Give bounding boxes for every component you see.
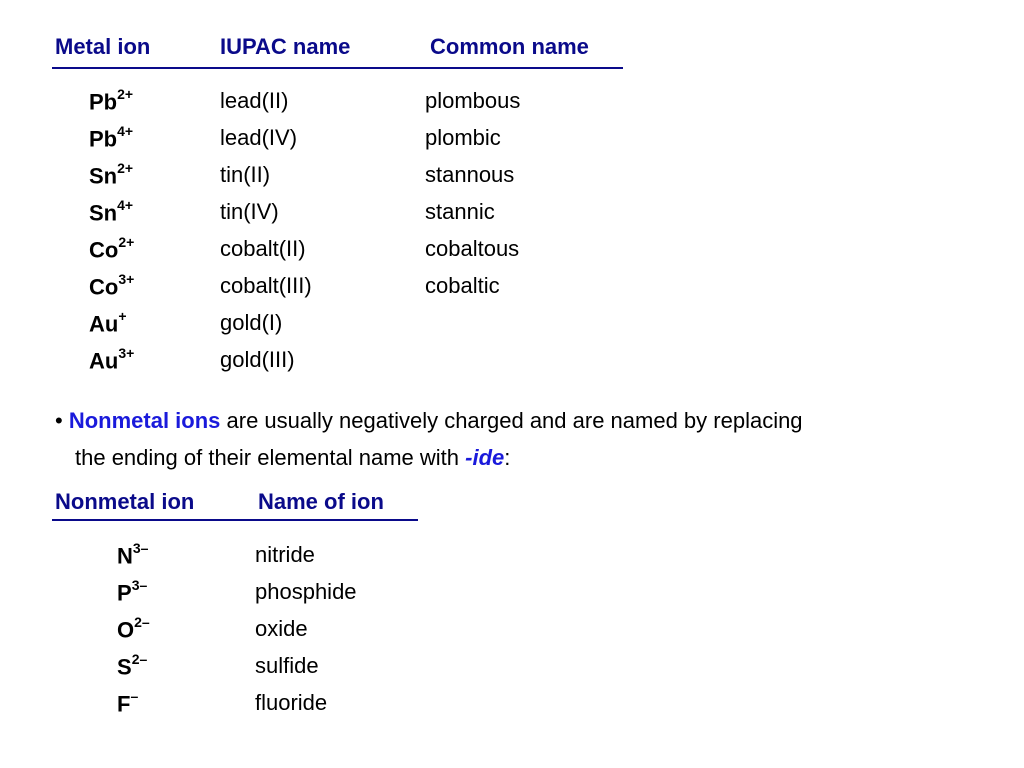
nonmetal-ion-symbol: $N^{3-}$ (117, 540, 149, 569)
metal-ion-iupac-name: lead(II) (220, 88, 289, 113)
nonmetal-table-header-rule (52, 519, 418, 521)
ide-suffix: -ide (465, 445, 505, 470)
metal-ion-iupac-name: gold(III) (220, 347, 295, 372)
metal-ion-iupac-name: tin(II) (220, 162, 271, 187)
nonmetal-ion-name: nitride (255, 542, 315, 567)
metal-ion-iupac-name: cobalt(II) (220, 236, 306, 261)
nonmetal-ion-symbol: F– (117, 688, 139, 717)
metal-ion-symbol: $Sn^{2+}$ (89, 160, 134, 189)
metal-ion-symbol: $Au^{3+}$ (89, 345, 135, 374)
nonmetal-ion-symbol: $O^{2-}$ (117, 614, 150, 643)
nonmetal-table-header-nonmetal-ion: Nonmetal ion (55, 489, 195, 514)
metal-ion-common-name: plombous (425, 88, 521, 113)
metal-ion-symbol: $Co^{2+}$ (89, 234, 135, 263)
metal-table-header-rule (52, 67, 623, 69)
metal-ion-common-name: stannic (425, 199, 495, 224)
metal-ion-iupac-name: tin(IV) (220, 199, 279, 224)
metal-ion-symbol: Au+ (89, 308, 127, 337)
nonmetal-bullet-line-1 (55, 408, 803, 434)
nonmetal-ion-name: fluoride (255, 690, 328, 715)
metal-ion-common-name: stannous (425, 162, 515, 187)
metal-table-header-metal-ion: Metal ion (55, 34, 151, 59)
metal-ion-symbol: $Co^{3+}$ (89, 271, 135, 300)
nonmetal-ion-name: phosphide (255, 579, 357, 604)
metal-ion-symbol: $Pb^{4+}$ (89, 123, 134, 152)
nonmetal-ion-name: sulfide (255, 653, 319, 678)
metal-ion-iupac-name: gold(I) (220, 310, 283, 335)
metal-ion-iupac-name: lead(IV) (220, 125, 298, 150)
bullet-marker: • (55, 408, 63, 433)
nonmetal-bullet-line-2 (75, 445, 510, 471)
nonmetal-ion-symbol: $P^{3-}$ (117, 577, 148, 606)
metal-ion-common-name: cobaltous (425, 236, 520, 261)
metal-ion-symbol: $Pb^{2+}$ (89, 86, 134, 115)
metal-table-header-iupac-name: IUPAC name (220, 34, 351, 59)
metal-ion-common-name: cobaltic (425, 273, 500, 298)
metal-ion-symbol: $Sn^{4+}$ (89, 197, 134, 226)
metal-table-header-common-name: Common name (430, 34, 589, 59)
nonmetal-ions-highlight: Nonmetal ions (68, 408, 221, 433)
nonmetal-ion-symbol: $S^{2-}$ (117, 651, 148, 680)
bullet-text-line-1: are usually negatively charged and are named by replacing (220, 408, 803, 433)
bullet-text-line-2: the ending of their elemental name with (75, 445, 466, 470)
metal-ion-common-name: plombic (425, 125, 501, 150)
bullet-end: : (504, 445, 511, 470)
nonmetal-ion-name: oxide (255, 616, 308, 641)
metal-ion-iupac-name: cobalt(III) (220, 273, 312, 298)
nonmetal-table-header-name-of-ion: Name of ion (258, 489, 384, 514)
